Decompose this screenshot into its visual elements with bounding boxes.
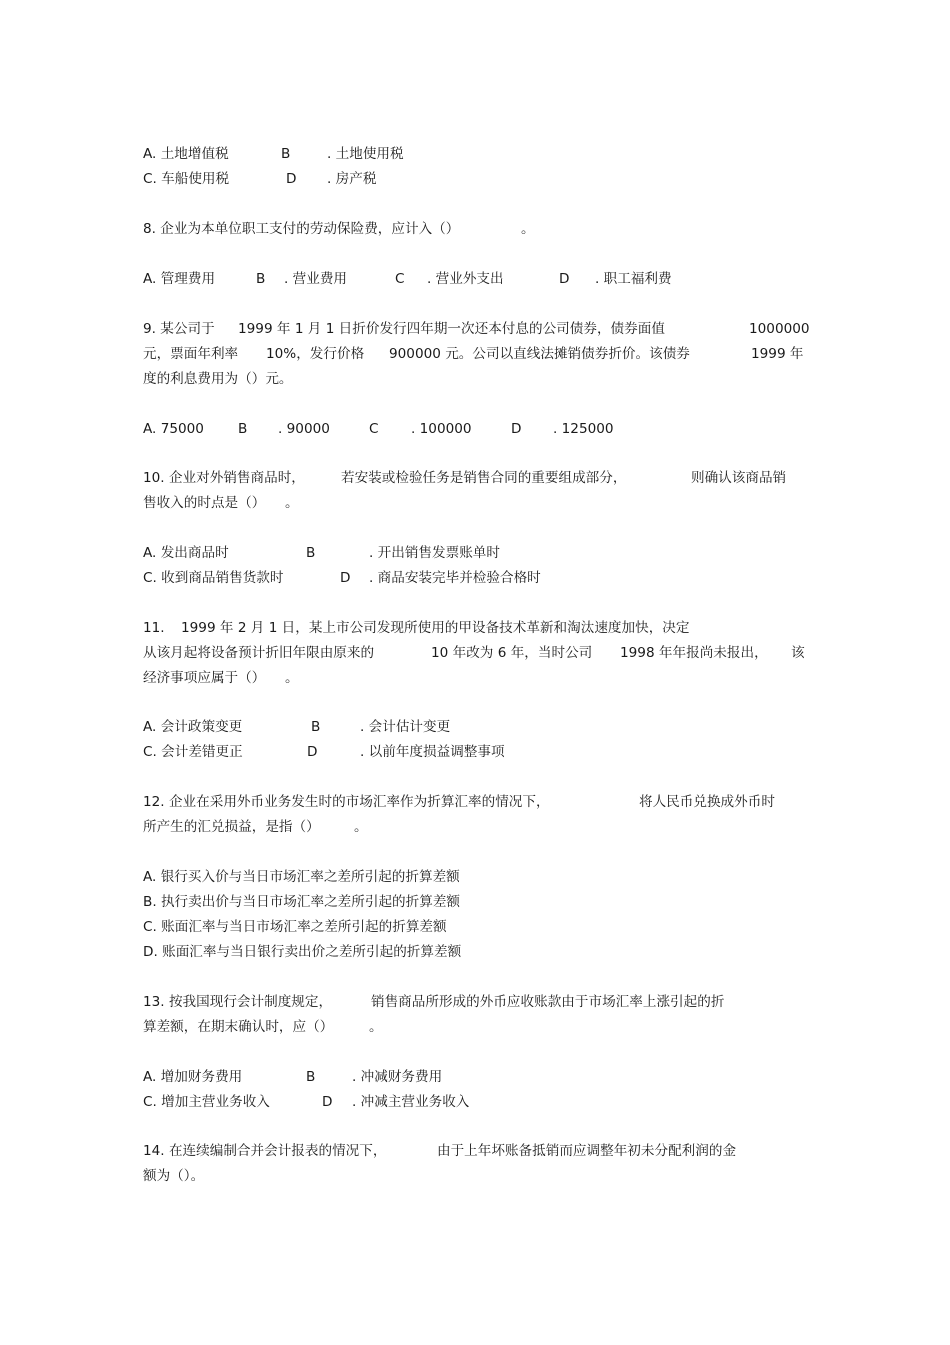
option-b-letter: B bbox=[306, 545, 316, 561]
question-stem: 9. 某公司于 bbox=[143, 321, 215, 337]
option-d-text: . 房产税 bbox=[327, 171, 377, 187]
question-stem: 1000000 bbox=[749, 321, 810, 337]
option-b-text: . 土地使用税 bbox=[327, 146, 404, 162]
option-a: A. 土地增值税 bbox=[143, 146, 229, 162]
option-b-letter: B bbox=[238, 421, 248, 437]
option-b-letter: B bbox=[311, 719, 321, 735]
question-stem: 该 bbox=[791, 645, 805, 661]
option-d-letter: D bbox=[340, 570, 351, 586]
question-stem-end: 。 bbox=[285, 495, 299, 511]
question-stem: 8. 企业为本单位职工支付的劳动保险费，应计入（） bbox=[143, 221, 460, 237]
option-c: C. 会计差错更正 bbox=[143, 744, 243, 760]
option-c-letter: C bbox=[395, 271, 405, 287]
question-stem-end: 。 bbox=[354, 819, 368, 835]
question-stem-end: 。 bbox=[521, 221, 535, 237]
option-d-letter: D bbox=[307, 744, 318, 760]
question-stem: 若安装或检验任务是销售合同的重要组成部分， bbox=[341, 470, 627, 486]
option-d-text: . 冲减主营业务收入 bbox=[352, 1094, 470, 1110]
option-d-text: . 以前年度损益调整事项 bbox=[360, 744, 505, 760]
question-stem: 14. 在连续编制合并会计报表的情况下， bbox=[143, 1143, 387, 1159]
question-stem: 所产生的汇兑损益，是指（） bbox=[143, 819, 320, 835]
option-d: D. 账面汇率与当日银行卖出价之差所引起的折算差额 bbox=[143, 944, 462, 960]
option-a: A. 75000 bbox=[143, 421, 204, 437]
question-stem: 算差额，在期末确认时，应（） bbox=[143, 1019, 334, 1035]
question-stem: 额为（）。 bbox=[143, 1168, 205, 1184]
option-a: A. 管理费用 bbox=[143, 271, 216, 287]
option-d-letter: D bbox=[322, 1094, 333, 1110]
option-d-letter: D bbox=[511, 421, 522, 437]
question-stem: 经济事项应属于（） bbox=[143, 670, 266, 686]
option-b: B. 执行卖出价与当日市场汇率之差所引起的折算差额 bbox=[143, 894, 461, 910]
option-c-text: . 营业外支出 bbox=[427, 271, 504, 287]
option-c-letter: C bbox=[369, 421, 379, 437]
question-stem: 11. bbox=[143, 620, 165, 636]
question-stem: 度的利息费用为（）元。 bbox=[143, 371, 293, 387]
question-stem: 销售商品所形成的外币应收账款由于市场汇率上涨引起的折 bbox=[371, 994, 725, 1010]
question-stem: 10%，发行价格 bbox=[266, 346, 365, 362]
question-stem: 10. 企业对外销售商品时， bbox=[143, 470, 305, 486]
option-b-text: . 会计估计变更 bbox=[360, 719, 451, 735]
question-stem: 1999 年 bbox=[751, 346, 804, 362]
question-stem: 从该月起将设备预计折旧年限由原来的 bbox=[143, 645, 375, 661]
option-a: A. 会计政策变更 bbox=[143, 719, 243, 735]
question-stem: 13. 按我国现行会计制度规定， bbox=[143, 994, 333, 1010]
option-c: C. 收到商品销售货款时 bbox=[143, 570, 284, 586]
option-b-text: . 90000 bbox=[278, 421, 330, 437]
option-a: A. 银行买入价与当日市场汇率之差所引起的折算差额 bbox=[143, 869, 460, 885]
option-d-text: . 125000 bbox=[553, 421, 614, 437]
question-stem: 售收入的时点是（） bbox=[143, 495, 266, 511]
option-b-text: . 冲减财务费用 bbox=[352, 1069, 443, 1085]
option-c-text: . 100000 bbox=[411, 421, 472, 437]
option-d-letter: D bbox=[559, 271, 570, 287]
question-stem: 由于上年坏账备抵销而应调整年初未分配利润的金 bbox=[437, 1143, 737, 1159]
option-d-text: . 商品安装完毕并检验合格时 bbox=[369, 570, 541, 586]
option-b-letter: B bbox=[281, 146, 291, 162]
question-stem: 12. 企业在采用外币业务发生时的市场汇率作为折算汇率的情况下， bbox=[143, 794, 550, 810]
question-stem: 900000 元。公司以直线法摊销债券折价。该债券 bbox=[389, 346, 690, 362]
question-stem: 则确认该商品销 bbox=[691, 470, 787, 486]
option-c: C. 账面汇率与当日市场汇率之差所引起的折算差额 bbox=[143, 919, 447, 935]
question-stem: 1998 年年报尚未报出， bbox=[620, 645, 768, 661]
option-c: C. 车船使用税 bbox=[143, 171, 230, 187]
question-stem: 1999 年 2 月 1 日，某上市公司发现所使用的甲设备技术革新和淘汰速度加快，决定 bbox=[181, 620, 690, 636]
question-stem: 10 年改为 6 年，当时公司 bbox=[431, 645, 593, 661]
question-stem: 将人民币兑换成外币时 bbox=[639, 794, 775, 810]
question-stem-end: 。 bbox=[369, 1019, 383, 1035]
option-a: A. 发出商品时 bbox=[143, 545, 229, 561]
option-b-letter: B bbox=[306, 1069, 316, 1085]
option-a: A. 增加财务费用 bbox=[143, 1069, 243, 1085]
question-stem: 元，票面年利率 bbox=[143, 346, 239, 362]
option-b-text: . 营业费用 bbox=[284, 271, 348, 287]
option-d-text: . 职工福利费 bbox=[595, 271, 672, 287]
option-b-text: . 开出销售发票账单时 bbox=[369, 545, 500, 561]
question-stem-end: 。 bbox=[285, 670, 299, 686]
question-stem: 1999 年 1 月 1 日折价发行四年期一次还本付息的公司债券，债券面值 bbox=[238, 321, 665, 337]
option-d-letter: D bbox=[286, 171, 297, 187]
option-b-letter: B bbox=[256, 271, 266, 287]
option-c: C. 增加主营业务收入 bbox=[143, 1094, 270, 1110]
